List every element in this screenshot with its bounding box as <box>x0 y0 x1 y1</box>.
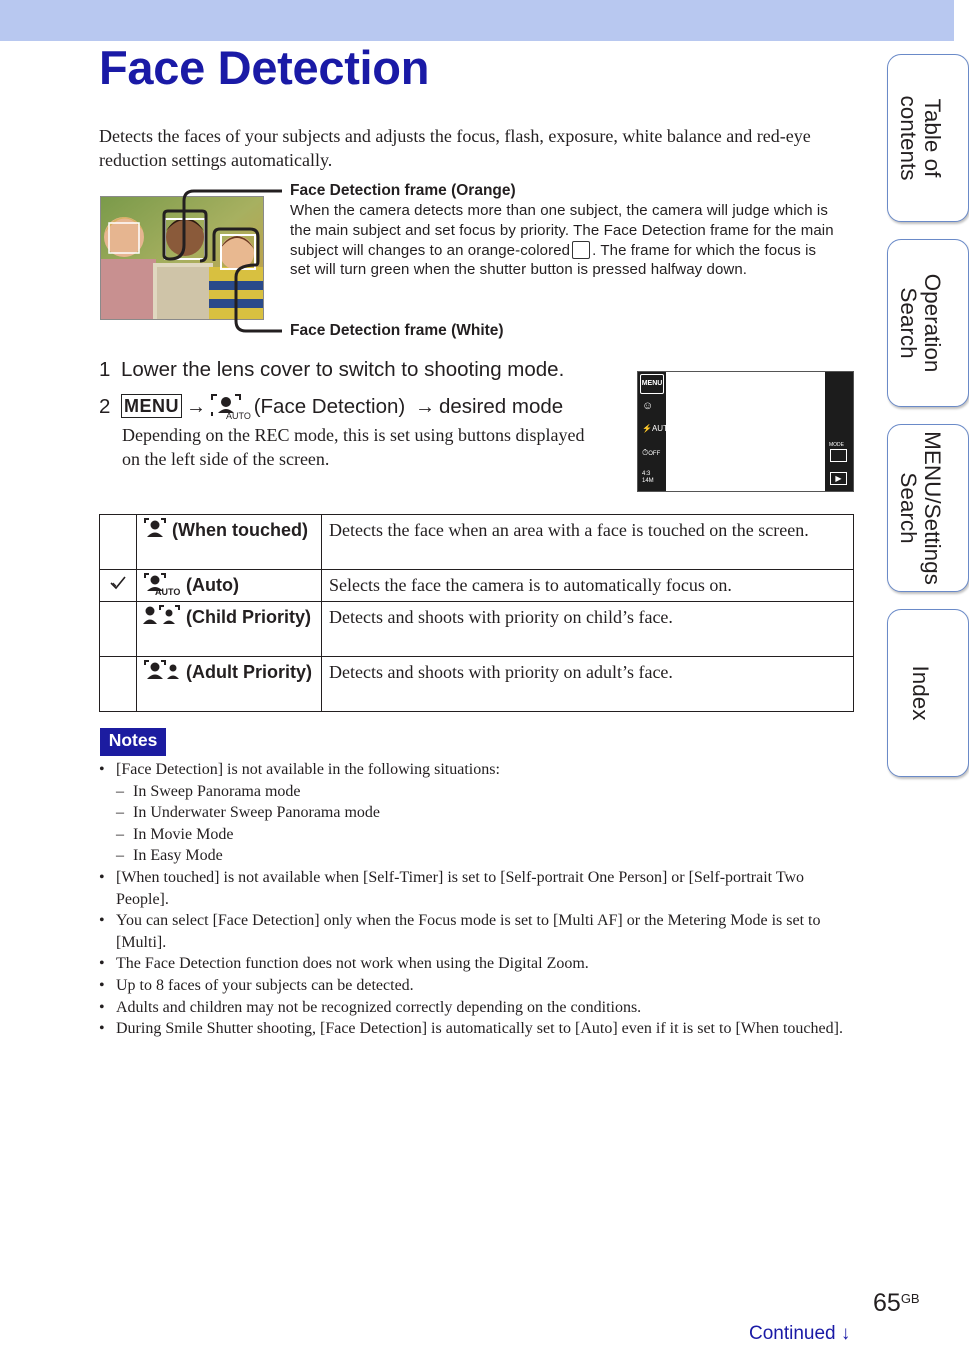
desc-cell: Detects the face when an area with a face is touched on the screen. <box>322 515 854 570</box>
page-suffix: GB <box>900 1291 920 1306</box>
mode-label: (Adult Priority) <box>186 662 313 682</box>
step-1 <box>99 358 564 382</box>
svg-text:AUTO: AUTO <box>155 587 181 597</box>
arrow-icon: → <box>414 396 435 418</box>
flash-icon[interactable]: ⚡AUTO <box>642 424 675 433</box>
mode-label: (Auto) <box>186 575 239 595</box>
tab-operation-search[interactable] <box>887 239 969 407</box>
orange-frame-icon <box>572 241 590 259</box>
table-row <box>100 570 854 602</box>
list-item: – In Underwater Sweep Panorama mode <box>99 802 851 824</box>
notes-list <box>99 759 851 1040</box>
mode-label: MODE <box>829 442 844 448</box>
auto-face-icon <box>143 572 181 596</box>
list-item: • The Face Detection function does not work when using the Digital Zoom. <box>99 953 851 975</box>
table-row <box>100 602 854 657</box>
list-item: • During Smile Shutter shooting, [Face Detection] is automatically set to [Auto] even if it is set to [When touched]. <box>99 1018 851 1040</box>
step-note: Depending on the REC mode, this is set using buttons displayed on the left side of the screen. <box>122 425 585 469</box>
mode-label: (Child Priority) <box>186 607 312 627</box>
list-item: • [Face Detection] is not available in the following situations: <box>99 759 851 781</box>
child-priority-icon <box>143 604 181 626</box>
step-2 <box>99 393 563 425</box>
list-item: • Adults and children may not be recognized correctly depending on the conditions. <box>99 997 851 1019</box>
camera-screen <box>637 371 854 492</box>
image-size-icon[interactable]: 4:3 14M <box>642 471 654 484</box>
white-frame-label: Face Detection frame (White) <box>290 322 504 339</box>
check-cell <box>100 570 137 602</box>
page-title: Face Detection <box>99 41 430 94</box>
right-button-bar <box>825 372 853 491</box>
list-item: – In Movie Mode <box>99 824 851 846</box>
intro-text: Detects the faces of your subjects and adjusts the focus, flash, exposure, white balance and red-eye reduction settings automatically. <box>99 126 811 170</box>
check-cell <box>100 515 137 570</box>
mode-cell <box>137 570 322 602</box>
orange-frame-label: Face Detection frame (Orange) <box>290 182 516 199</box>
face-detection-auto-icon <box>210 393 251 425</box>
cam-menu-button[interactable]: MENU <box>640 374 664 394</box>
menu-button[interactable]: MENU <box>121 394 182 418</box>
orange-frame-description <box>290 201 838 280</box>
orange-desc-part1: When the camera detects more than one subject, the camera will judge which is the main subject and set focus by priority. The Face Detection frame for the main subject will changes to an orange-colored <box>290 202 834 259</box>
check-cell <box>100 602 137 657</box>
face-icon[interactable]: ☺ <box>642 400 654 412</box>
step-text: (Face Detection) <box>253 395 406 418</box>
continued-link[interactable]: Continued ↓ <box>749 1323 851 1344</box>
list-item: • Up to 8 faces of your subjects can be detected. <box>99 975 851 997</box>
list-item: – In Sweep Panorama mode <box>99 781 851 803</box>
mode-label: (When touched) <box>172 520 308 540</box>
list-item: • You can select [Face Detection] only when the Focus mode is set to [Multi AF] or the Metering Mode is set to [Multi]. <box>99 910 851 953</box>
tab-index[interactable] <box>887 609 969 777</box>
left-button-bar <box>638 372 675 491</box>
self-timer-icon[interactable]: ⏱OFF <box>642 448 661 457</box>
when-touched-icon <box>143 517 167 539</box>
tab-label: MENU/Settings Search <box>896 431 945 585</box>
list-item: – In Easy Mode <box>99 845 851 867</box>
playback-icon[interactable]: ▶ <box>830 472 847 485</box>
timer-label: OFF <box>648 451 661 457</box>
step-text: Lower the lens cover to switch to shooting mode. <box>121 358 565 381</box>
page-number-value: 65 <box>873 1289 901 1317</box>
desc-cell: Selects the face the camera is to automatically focus on. <box>322 570 854 602</box>
step-number: 1 <box>99 358 111 381</box>
table-row <box>100 515 854 570</box>
orange-desc-part2: . The frame for which the focus is set will turn green when the shutter button is pressed halfway down. <box>290 241 817 279</box>
arrow-icon: → <box>186 396 206 418</box>
mode-cell <box>137 602 322 657</box>
page-number <box>873 1289 920 1318</box>
tab-label: Operation Search <box>896 273 945 373</box>
desc-cell: Detects and shoots with priority on adult’s face. <box>322 657 854 712</box>
camera-mode-icon[interactable] <box>830 449 847 462</box>
mode-cell <box>137 657 322 712</box>
step-number: 2 <box>99 395 111 418</box>
desc-cell: Detects and shoots with priority on child’s face. <box>322 602 854 657</box>
step-text: desired mode <box>438 395 564 418</box>
svg-text:AUTO: AUTO <box>226 411 251 421</box>
header-bar <box>0 0 954 41</box>
table-row <box>100 657 854 712</box>
tab-menu-settings-search[interactable] <box>887 424 969 592</box>
notes-badge: Notes <box>100 728 166 756</box>
checkmark-icon <box>110 576 126 590</box>
mode-cell <box>137 515 322 570</box>
adult-priority-icon <box>143 659 181 681</box>
tab-label: Index <box>908 665 933 721</box>
check-cell <box>100 657 137 712</box>
callout-lines <box>160 185 290 335</box>
modes-table <box>99 514 854 712</box>
tab-table-of-contents[interactable] <box>887 54 969 222</box>
list-item: • [When touched] is not available when [Self-Timer] is set to [Self-portrait One Person] or [Self-portrait Two People]. <box>99 867 851 910</box>
tab-label: Table of contents <box>896 95 945 181</box>
